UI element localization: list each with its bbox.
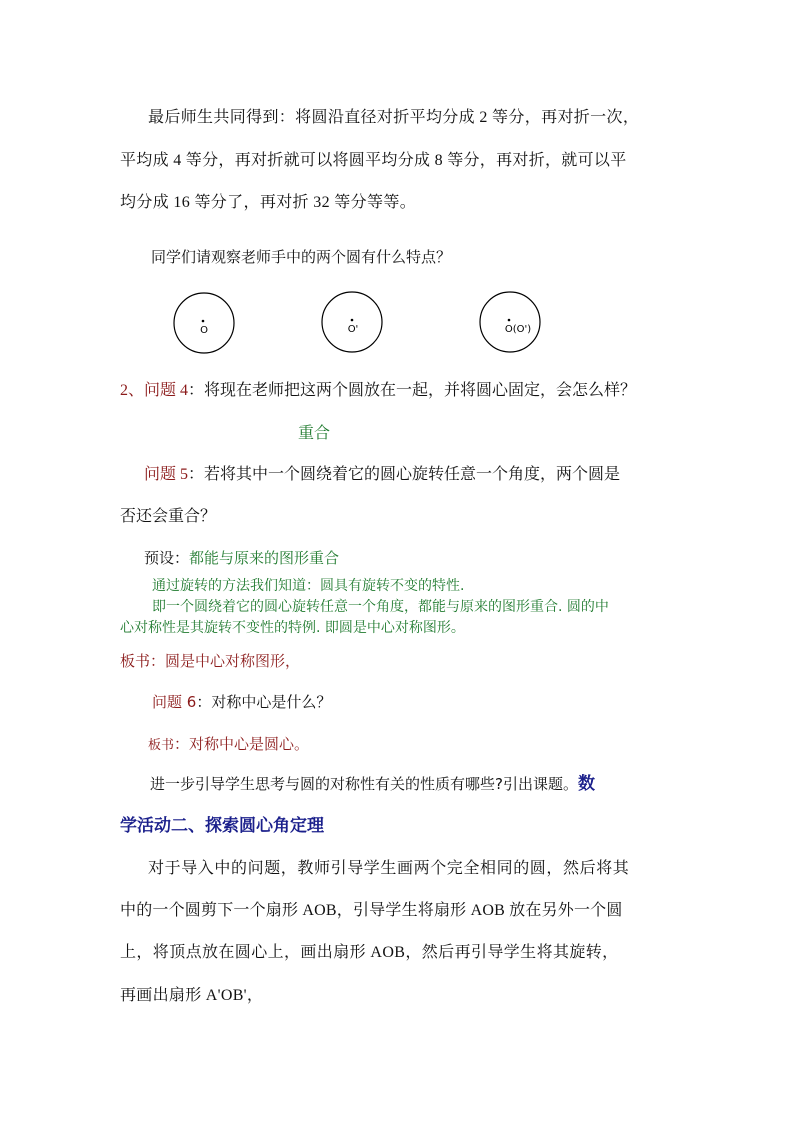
question5-text: ：若将其中一个圆绕着它的圆心旋转任意一个角度，两个圆是 <box>188 466 621 483</box>
circles-figure <box>0 288 794 368</box>
rotation-note-line3: 心对称性是其旋转不变性的特例. 即圆是中心对称图形。 <box>120 620 465 636</box>
paragraph1-line3: 均分成 16 等分了，再对折 32 等分等等。 <box>120 194 417 211</box>
guide-tail: 数 <box>577 774 595 794</box>
preset-label: 预设： <box>144 549 190 567</box>
question6-label: 问题 6 <box>152 693 197 711</box>
board2-label: 板书 <box>148 738 175 753</box>
question5-line1 <box>144 465 620 485</box>
rotation-note-line2: 即一个圆绕着它的圆心旋转任意一个角度，都能与原来的图形重合. 圆的中 <box>152 599 609 615</box>
question5-line2: 否还会重合？ <box>120 508 217 525</box>
paragraph-last-line2: 中的一个圆剪下一个扇形 AOB，引导学生将扇形 AOB 放在另外一个圆 <box>120 902 623 919</box>
question5-label: 问题 5 <box>144 466 189 483</box>
board1-text: ：圆是中心对称图形， <box>150 652 301 670</box>
paragraph1-line2: 平均成 4 等分，再对折就可以将圆平均分成 8 等分，再对折，就可以平 <box>120 152 627 169</box>
guide-line1 <box>150 774 595 794</box>
question4-number: 2、问题 4 <box>120 382 189 399</box>
board1-label: 板书 <box>120 652 151 670</box>
paragraph1-line1: 最后师生共同得到：将圆沿直径对折平均分成 2 等分，再对折一次， <box>148 109 640 126</box>
guide-text: 进一步引导学生思考与圆的对称性有关的性质有哪些?引出课题。 <box>150 775 578 793</box>
question6 <box>152 692 331 712</box>
question6-text: ：对称中心是什么？ <box>196 693 332 711</box>
board2-text: ：对称中心是圆心。 <box>174 735 310 753</box>
paragraph-last-line3: 上，将顶点放在圆心上，画出扇形 AOB，然后再引导学生将其旋转， <box>120 944 619 961</box>
question4 <box>120 381 636 401</box>
board1 <box>120 651 300 671</box>
circle-overlap <box>480 292 540 352</box>
preset <box>144 548 339 568</box>
circle-o <box>174 293 234 353</box>
section-heading: 学活动二、探索圆心角定理 <box>120 816 324 835</box>
question4-text: ：将现在老师把这两个圆放在一起，并将圆心固定，会怎么样？ <box>188 382 637 399</box>
circle-o-prime-label: O' <box>347 324 359 335</box>
circle-o-prime <box>322 292 382 352</box>
answer4: 重合 <box>298 423 331 442</box>
circle-overlap-label: O(O') <box>504 324 532 335</box>
paragraph-last-line1: 对于导入中的问题，教师引导学生画两个完全相同的圆，然后将其 <box>148 860 630 877</box>
paragraph-last-line4: 再画出扇形 A'OB'， <box>120 987 264 1004</box>
preset-text: 都能与原来的图形重合 <box>189 549 340 567</box>
board2 <box>148 734 309 756</box>
rotation-note-line1: 通过旋转的方法我们知道：圆具有旋转不变的特性. <box>152 578 465 594</box>
observe-question: 同学们请观察老师手中的两个圆有什么特点？ <box>151 248 452 266</box>
circle-o-label: O <box>200 325 208 336</box>
